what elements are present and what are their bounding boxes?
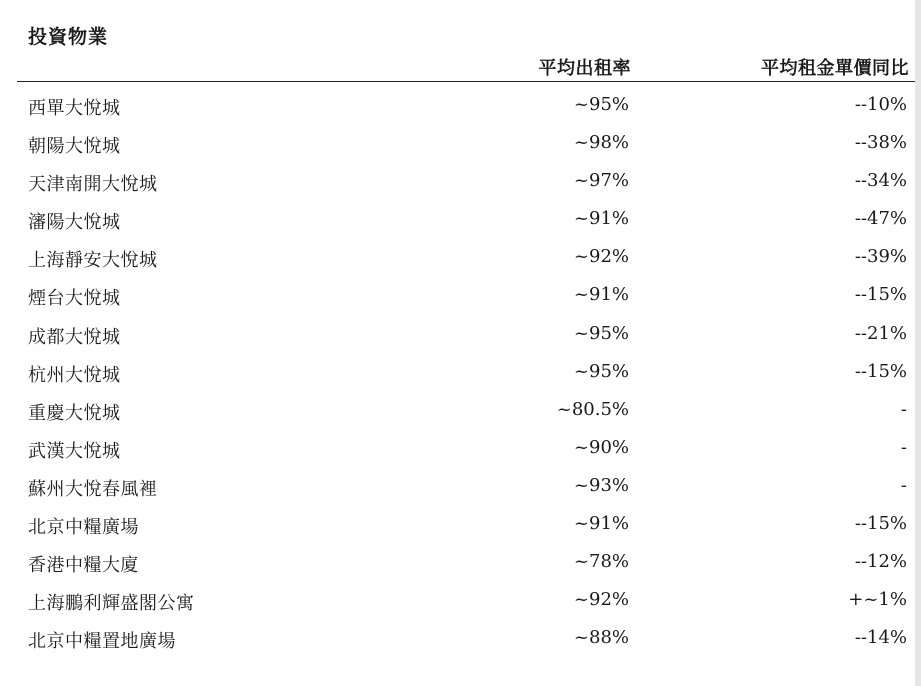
property-name: 武漢大悅城 [28,440,121,462]
rent-change-value: --21% [854,322,907,344]
rent-change-value: --47% [854,208,907,230]
property-name: 煙台大悅城 [28,288,121,310]
occupancy-value: ~97% [573,170,629,192]
occupancy-value: ~92% [573,589,629,611]
rent-change-value: --15% [854,284,907,306]
occupancy-value: ~80.5% [556,398,629,420]
table-row [0,164,921,202]
property-name: 蘇州大悅春風裡 [28,478,158,500]
property-name: 成都大悅城 [28,326,121,348]
occupancy-value: ~91% [573,284,629,306]
header-divider [17,81,915,82]
rent-change-value: +~1% [848,589,907,611]
rent-change-value: - [900,436,907,458]
occupancy-value: ~98% [573,132,629,154]
occupancy-value: ~91% [573,513,629,535]
property-name: 北京中糧廣場 [28,517,139,539]
rent-change-value: --15% [854,513,907,535]
rent-change-value: --39% [854,246,907,268]
table-row [0,469,921,507]
property-name: 北京中糧置地廣場 [28,631,176,653]
property-name: 天津南開大悅城 [28,174,158,196]
property-name: 重慶大悅城 [28,402,121,424]
rent-change-value: - [900,398,907,420]
table-row [0,545,921,583]
occupancy-value: ~78% [573,551,629,573]
property-name: 香港中糧大廈 [28,555,139,577]
table-row [0,355,921,393]
table-row [0,583,921,621]
header-occupancy: 平均出租率 [538,58,631,79]
table-row [0,507,921,545]
property-name: 上海靜安大悅城 [28,250,158,272]
property-name: 瀋陽大悅城 [28,212,121,234]
section-title: 投資物業 [28,26,109,48]
table-row [0,202,921,240]
table-row [0,278,921,316]
occupancy-value: ~90% [573,436,629,458]
rent-change-value: --12% [854,551,907,573]
table-row [0,88,921,126]
header-rent-change: 平均租金單價同比 [761,58,909,79]
occupancy-value: ~95% [573,360,629,382]
property-table [0,88,921,659]
table-row [0,126,921,164]
rent-change-value: --38% [854,132,907,154]
table-row [0,621,921,659]
table-row [0,393,921,431]
rent-change-value: --14% [854,627,907,649]
occupancy-value: ~88% [573,627,629,649]
occupancy-value: ~92% [573,246,629,268]
occupancy-value: ~95% [573,94,629,115]
property-name: 杭州大悅城 [28,364,121,386]
rent-change-value: --34% [854,170,907,192]
table-row [0,240,921,278]
property-name: 上海鵬利輝盛閣公寓 [28,593,195,615]
rent-change-value: --15% [854,360,907,382]
occupancy-value: ~95% [573,322,629,344]
occupancy-value: ~93% [573,474,629,496]
property-name: 朝陽大悅城 [28,136,121,158]
property-name: 西單大悅城 [28,98,121,119]
rent-change-value: --10% [854,94,907,115]
occupancy-value: ~91% [573,208,629,230]
table-row [0,317,921,355]
table-row [0,431,921,469]
rent-change-value: - [900,474,907,496]
table-header [0,54,921,84]
